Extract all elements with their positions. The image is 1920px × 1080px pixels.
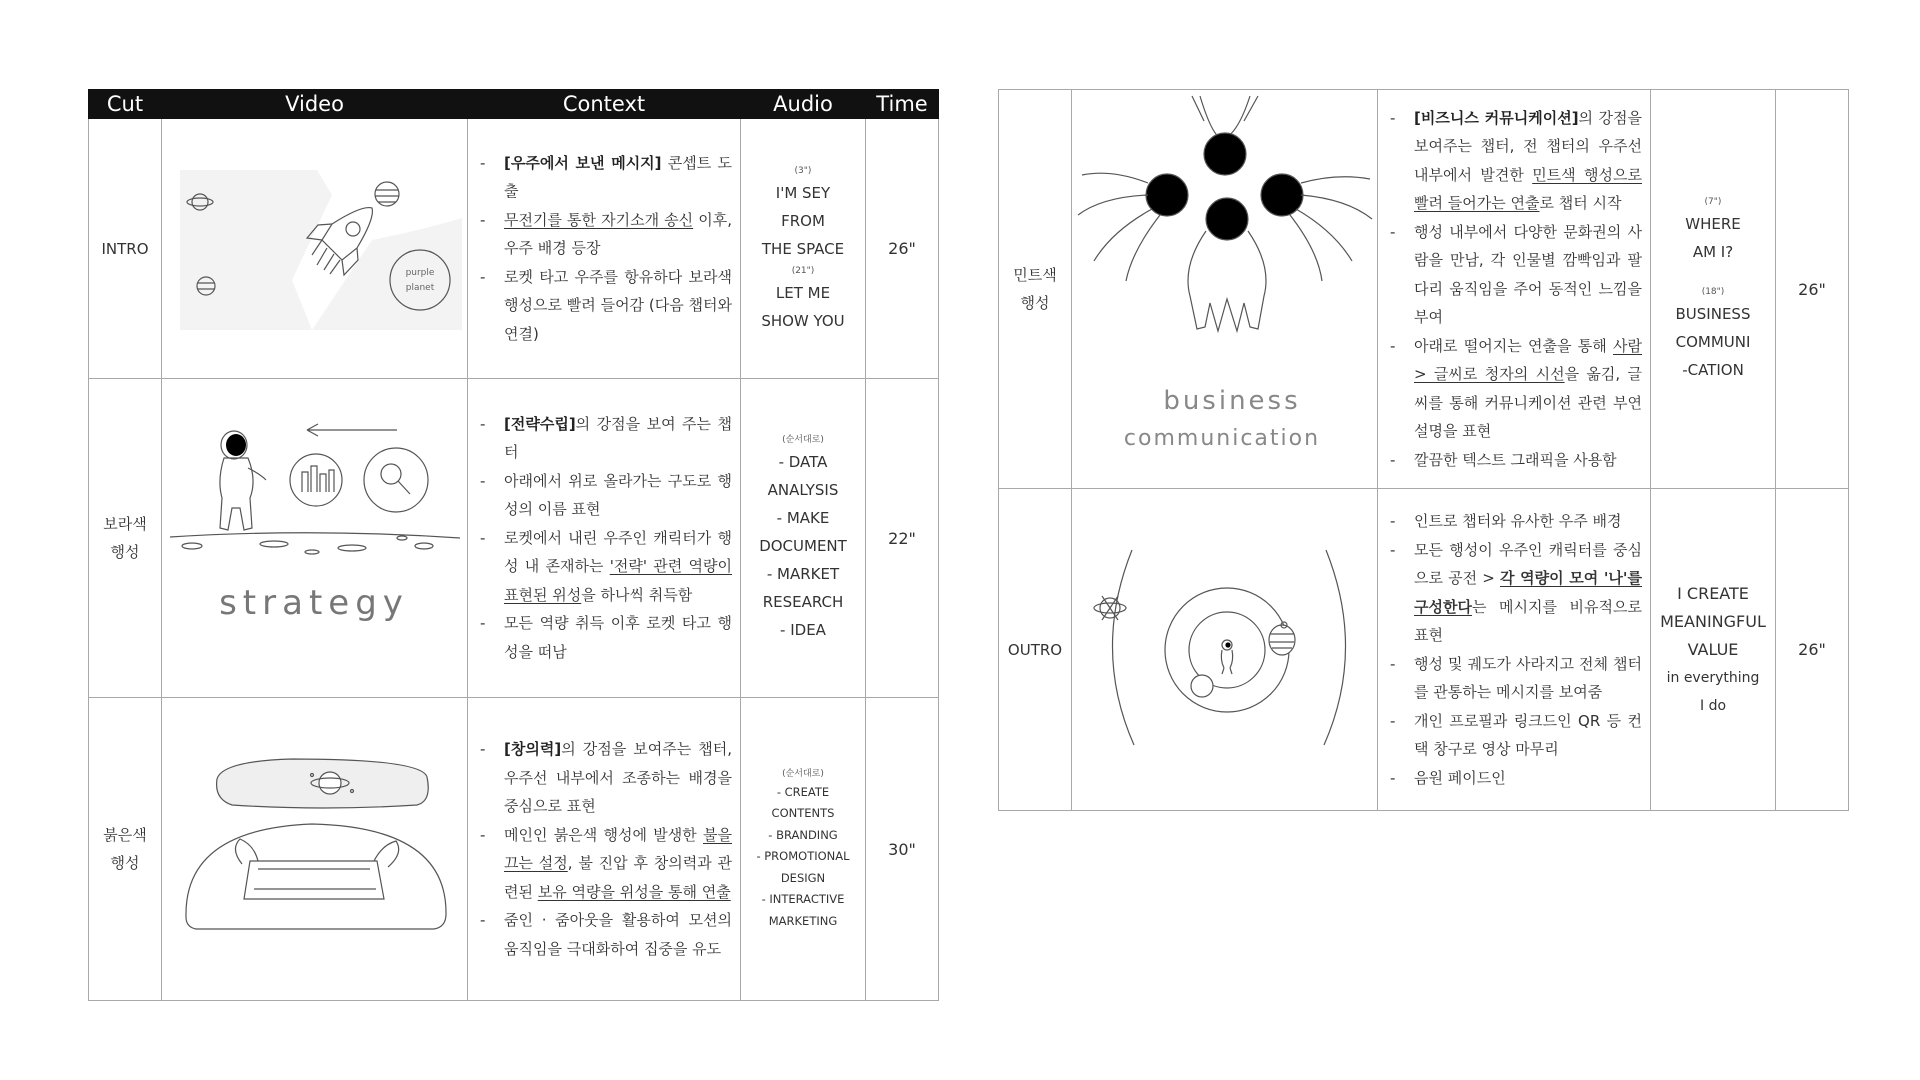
audio-cell bbox=[741, 119, 866, 379]
context-text: 이후, 우주 배경 등장 bbox=[504, 210, 732, 258]
time-cell: 22" bbox=[866, 379, 939, 698]
time-cell: 26" bbox=[866, 119, 939, 379]
context-text: 의 강점을 보여주는 챕터, 전 챕터의 우주선 내부에서 발견한 bbox=[1414, 108, 1642, 184]
audio-line: - MAKE bbox=[776, 509, 830, 527]
context-cell bbox=[468, 119, 741, 379]
table-row bbox=[999, 90, 1849, 489]
audio-line: BUSINESS bbox=[1675, 305, 1751, 323]
context-bold: [창의력] bbox=[504, 740, 562, 758]
audio-line: - PROMOTIONAL bbox=[756, 849, 850, 864]
context-bullet bbox=[478, 149, 732, 206]
audio-note: (순서대로) bbox=[782, 435, 824, 445]
audio-line: FROM bbox=[781, 211, 825, 230]
audio-line: - DATA bbox=[778, 453, 828, 471]
context-text: 의 강점을 보여주는 챕터, 우주선 내부에서 조종하는 배경을 중심으로 표현 bbox=[504, 740, 732, 815]
audio-line: ANALYSIS bbox=[767, 481, 839, 499]
audio-line: - BRANDING bbox=[768, 827, 838, 842]
person-right-figure bbox=[1261, 174, 1372, 281]
business-sketch bbox=[1072, 91, 1377, 488]
audio-line: AM I? bbox=[1692, 243, 1734, 261]
storyboard-table-left bbox=[88, 89, 939, 1001]
cut-cell bbox=[89, 119, 162, 379]
time-cell: 26" bbox=[1776, 90, 1849, 489]
context-bullet: - 깔끔한 텍스트 그래픽을 사용함 bbox=[1388, 446, 1642, 475]
context-underlined: 사람 > 글씨로 청자의 시선 bbox=[1414, 336, 1642, 384]
person-left-figure bbox=[1078, 173, 1188, 281]
context-bullet bbox=[478, 206, 732, 263]
audio-line: VALUE bbox=[1687, 639, 1739, 659]
audio-line: LET ME bbox=[775, 283, 831, 302]
outro-orbit-sketch bbox=[1072, 490, 1377, 810]
video-cell bbox=[162, 119, 468, 379]
context-bullet bbox=[1388, 536, 1642, 650]
audio-cell bbox=[1651, 489, 1776, 811]
cut-label: 보라색 bbox=[103, 515, 147, 533]
context-cell bbox=[468, 698, 741, 1001]
header-video: Video bbox=[162, 90, 468, 119]
context-bullet bbox=[478, 735, 732, 821]
context-bullet: - 로켓 타고 우주를 항유하다 보라색 행성으로 빨려 들어감 (다음 챕터와 연결) bbox=[478, 263, 732, 349]
crater-marks bbox=[182, 536, 433, 554]
context-text: 아래로 떨어지는 연출을 통해 bbox=[1414, 336, 1614, 355]
context-bullet: - 줌인 · 줌아웃을 활용하여 모션의 움직임을 극대화하여 집중을 유도 bbox=[478, 906, 732, 963]
person-top-figure bbox=[1192, 96, 1258, 175]
audio-note: (순서대로) bbox=[782, 768, 824, 779]
cut-cell bbox=[89, 379, 162, 698]
video-cell bbox=[1072, 489, 1378, 811]
table-row bbox=[999, 489, 1849, 811]
data-analysis-icon bbox=[290, 454, 342, 506]
video-cell bbox=[162, 379, 468, 698]
context-underlined: 보유 역량을 위성을 통해 연출 bbox=[537, 882, 731, 901]
cut-cell bbox=[999, 489, 1072, 811]
audio-line: COMMUNI bbox=[1675, 333, 1751, 351]
context-bold: [우주에서 보낸 메시지] bbox=[504, 153, 662, 172]
cut-label: INTRO bbox=[101, 239, 149, 258]
control-panel bbox=[244, 861, 384, 899]
context-underlined: 민트색 행성으로 빨려 들어가는 연출 bbox=[1414, 165, 1642, 213]
context-bold: [전략수립] bbox=[504, 414, 576, 433]
planet-label-line1: purple bbox=[405, 267, 435, 278]
context-underlined: 각 역량이 모여 '나'를 구성한다 bbox=[1414, 569, 1642, 616]
audio-line: -CATION bbox=[1682, 361, 1744, 379]
context-bullet: - 개인 프로필과 링크드인 QR 등 컨택 창구로 영상 마무리 bbox=[1388, 707, 1642, 764]
context-cell bbox=[1378, 90, 1651, 489]
planet-ring-icon bbox=[1094, 596, 1126, 620]
audio-line: - INTERACTIVE bbox=[761, 892, 845, 907]
context-text: 을 옮김, 글씨를 통해 커뮤니케이션 관련 부연 설명을 표현 bbox=[1414, 365, 1643, 441]
context-bold: [비즈니스 커뮤니케이션] bbox=[1414, 108, 1579, 127]
context-bullet: - 행성 내부에서 다양한 문화권의 사람을 만남, 각 인물별 깜빡임과 팔다리 움직임을 주어 동적인 느낌을 부여 bbox=[1388, 218, 1642, 332]
audio-cell bbox=[1651, 90, 1776, 489]
audio-cell bbox=[741, 698, 866, 1001]
context-text: 의 강점을 보여 주는 챕터 bbox=[504, 414, 732, 462]
audio-note: (21") bbox=[791, 265, 815, 276]
audio-line: I'M SEY bbox=[775, 183, 831, 202]
orbit-arc-right bbox=[1324, 550, 1346, 745]
header-time: Time bbox=[866, 90, 939, 119]
intro-sketch bbox=[162, 120, 467, 378]
context-cell bbox=[468, 379, 741, 698]
audio-line: I CREATE bbox=[1677, 583, 1749, 603]
ground-line bbox=[170, 532, 460, 537]
audio-line: - CREATE bbox=[776, 784, 830, 799]
audio-line: RESEARCH bbox=[762, 593, 844, 611]
context-bullet bbox=[1388, 104, 1642, 218]
audio-note: (7") bbox=[1704, 197, 1722, 207]
context-bullet bbox=[478, 821, 732, 907]
planet-label-line2: planet bbox=[405, 282, 435, 293]
header-cut: Cut bbox=[89, 90, 162, 119]
time-cell: 26" bbox=[1776, 489, 1849, 811]
table-row bbox=[89, 379, 939, 698]
context-text: 는 메시지를 비유적으로 표현 bbox=[1414, 597, 1642, 644]
arrow-left-icon bbox=[307, 424, 397, 436]
context-bullet bbox=[1388, 332, 1642, 446]
header-audio: Audio bbox=[741, 90, 866, 119]
audio-line: - IDEA bbox=[780, 621, 826, 639]
audio-line: I do bbox=[1699, 697, 1727, 714]
context-bullet bbox=[478, 524, 732, 610]
context-cell bbox=[1378, 489, 1651, 811]
person-center-figure bbox=[1188, 198, 1266, 331]
context-text: 콘셉트 도출 bbox=[504, 153, 732, 201]
cut-label: 붉은색 bbox=[103, 826, 147, 844]
context-bullet bbox=[478, 410, 732, 467]
cut-cell bbox=[999, 90, 1072, 489]
header-context: Context bbox=[468, 90, 741, 119]
strategy-sketch bbox=[162, 380, 467, 697]
context-underlined: 불을 끄는 설정 bbox=[504, 825, 732, 872]
audio-cell bbox=[741, 379, 866, 698]
moon-icon bbox=[1191, 675, 1213, 697]
video-cell bbox=[162, 698, 468, 1001]
communication-label: communication bbox=[1123, 425, 1321, 451]
audio-line: WHERE bbox=[1685, 215, 1741, 233]
time-cell: 30" bbox=[866, 698, 939, 1001]
audio-line: in everything bbox=[1666, 669, 1760, 686]
context-bullet: - 아래에서 위로 올라가는 구도로 행성의 이름 표현 bbox=[478, 467, 732, 524]
context-bullet: - 인트로 챕터와 유사한 우주 배경 bbox=[1388, 507, 1642, 536]
cut-label: 민트색 bbox=[1013, 266, 1057, 284]
context-bullet: - 행성 및 궤도가 사라지고 전체 챕터를 관통하는 메시지를 보여줌 bbox=[1388, 650, 1642, 707]
context-text: 을 하나씩 취득함 bbox=[581, 585, 693, 604]
cut-label: OUTRO bbox=[1007, 640, 1063, 659]
planet-icon bbox=[375, 182, 399, 206]
video-cell bbox=[1072, 90, 1378, 489]
magnifier-icon bbox=[364, 448, 428, 512]
planet-striped-icon bbox=[1269, 622, 1295, 655]
audio-line: THE SPACE bbox=[761, 239, 845, 258]
business-label: business bbox=[1163, 385, 1301, 416]
audio-line: DOCUMENT bbox=[759, 537, 847, 555]
storyboard-table-right bbox=[998, 89, 1849, 811]
context-text: 로 챕터 시작 bbox=[1539, 194, 1622, 213]
table-row bbox=[89, 698, 939, 1001]
cut-cell bbox=[89, 698, 162, 1001]
cut-label: 행성 bbox=[110, 543, 140, 561]
audio-note: (18") bbox=[1701, 287, 1725, 297]
astronaut-icon bbox=[1221, 640, 1232, 674]
audio-line: DESIGN bbox=[780, 870, 826, 885]
context-bullet: - 모든 역량 취득 이후 로켓 타고 행성을 떠남 bbox=[478, 609, 732, 666]
audio-line: MARKETING bbox=[768, 913, 838, 928]
context-text: 로켓에서 내린 우주인 캐릭터가 행성 내 존재하는 bbox=[504, 528, 732, 576]
spaceship-cockpit-sketch bbox=[162, 699, 467, 1000]
cockpit-dashboard bbox=[186, 824, 446, 929]
pilot-hands bbox=[235, 839, 398, 867]
context-bullet: - 음원 페이드인 bbox=[1388, 764, 1642, 793]
context-underlined: '전략' 관련 역량이 표현된 위성 bbox=[504, 557, 732, 604]
audio-note: (3") bbox=[794, 165, 812, 176]
audio-line: SHOW YOU bbox=[761, 311, 845, 330]
audio-line: - MARKET bbox=[766, 565, 840, 583]
cut-label: 행성 bbox=[110, 854, 140, 872]
astronaut-icon bbox=[220, 431, 266, 530]
audio-line: CONTENTS bbox=[771, 806, 835, 821]
table-row bbox=[89, 119, 939, 379]
table-header-row bbox=[89, 90, 939, 119]
context-text: , 불 진압 후 창의력과 관련된 bbox=[504, 854, 732, 901]
context-text: 모든 행성이 우주인 캐릭터를 중심으로 공전 > bbox=[1414, 540, 1642, 587]
context-underlined: 무전기를 통한 자기소개 송신 bbox=[504, 210, 694, 229]
context-text: 메인인 붉은색 행성에 발생한 bbox=[504, 825, 704, 844]
audio-line: MEANINGFUL bbox=[1660, 611, 1766, 631]
cut-label: 행성 bbox=[1020, 294, 1050, 312]
orbit-arc-left bbox=[1112, 550, 1134, 745]
strategy-label: strategy bbox=[219, 582, 409, 623]
